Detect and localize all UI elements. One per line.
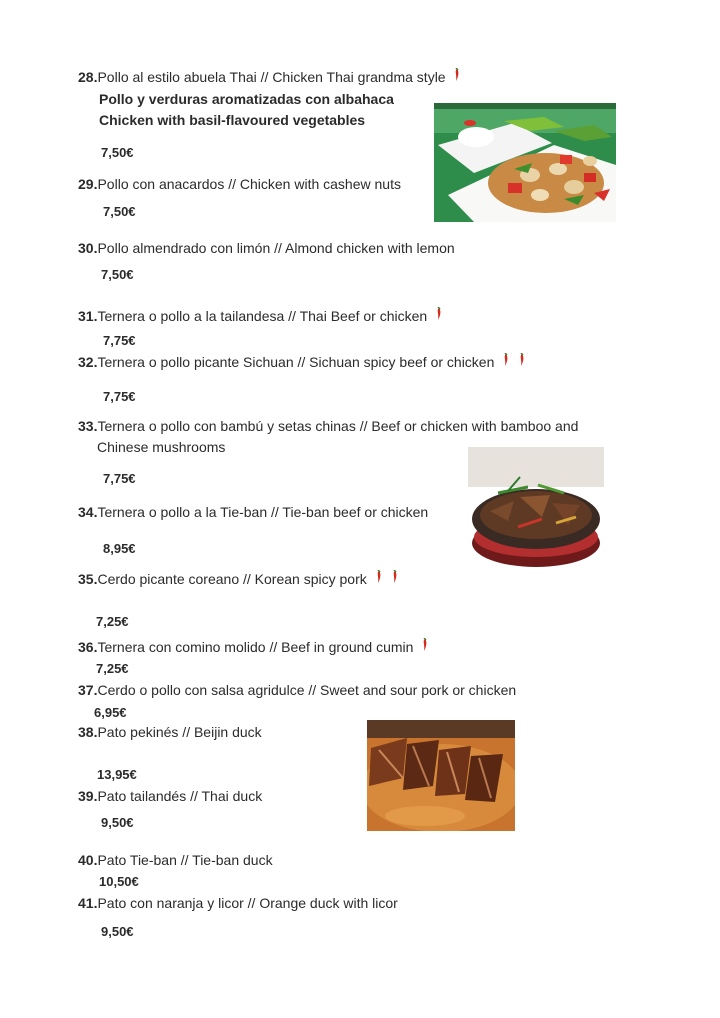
item-number: 34. bbox=[78, 504, 98, 520]
menu-item-35-price: 7,25€ bbox=[96, 614, 129, 629]
menu-item-31-title bbox=[78, 307, 443, 325]
menu-item-34-title bbox=[78, 503, 428, 521]
menu-item-28-title bbox=[78, 68, 461, 86]
chili-icon bbox=[375, 570, 383, 584]
menu-item-31-price: 7,75€ bbox=[103, 333, 136, 348]
menu-item-28-desc-es: Pollo y verduras aromatizadas con albahaca bbox=[99, 91, 394, 107]
chili-icon bbox=[421, 638, 429, 652]
chili-icon bbox=[502, 353, 510, 367]
item-number: 29. bbox=[78, 176, 98, 192]
food-photo-beef-claypot bbox=[468, 447, 604, 571]
item-name: Pollo almendrado con limón // Almond chicken with lemon bbox=[97, 240, 455, 256]
item-name: Pollo con anacardos // Chicken with cashew nuts bbox=[97, 176, 401, 192]
menu-item-39-price: 9,50€ bbox=[101, 815, 134, 830]
item-name: Ternera o pollo a la Tie-ban // Tie-ban beef or chicken bbox=[97, 504, 429, 520]
menu-item-40-price: 10,50€ bbox=[99, 874, 139, 889]
menu-item-29-title bbox=[78, 175, 401, 193]
food-photo-roast-duck bbox=[367, 720, 515, 831]
menu-item-32-title bbox=[78, 353, 526, 371]
chili-icon bbox=[435, 307, 443, 321]
item-number: 41. bbox=[78, 895, 98, 911]
item-number: 39. bbox=[78, 788, 98, 804]
menu-item-29-price: 7,50€ bbox=[103, 204, 136, 219]
menu-item-37-price: 6,95€ bbox=[94, 705, 127, 720]
item-number: 33. bbox=[78, 418, 98, 434]
menu-item-30-title bbox=[78, 239, 455, 257]
item-name: Ternera o pollo con bambú y setas chinas // Beef or chicken with bamboo and bbox=[97, 418, 579, 434]
item-number: 32. bbox=[78, 354, 98, 370]
menu-item-35-title bbox=[78, 570, 399, 588]
menu-item-40-title bbox=[78, 851, 273, 869]
item-number: 36. bbox=[78, 639, 98, 655]
item-name: Ternera o pollo a la tailandesa // Thai Beef or chicken bbox=[97, 308, 428, 324]
menu-item-38-price: 13,95€ bbox=[97, 767, 137, 782]
item-name: Pato tailandés // Thai duck bbox=[97, 788, 263, 804]
item-name: Ternera o pollo picante Sichuan // Sichuan spicy beef or chicken bbox=[97, 354, 495, 370]
item-name: Pato Tie-ban // Tie-ban duck bbox=[97, 852, 273, 868]
chili-icon bbox=[518, 353, 526, 367]
menu-item-34-price: 8,95€ bbox=[103, 541, 136, 556]
menu-item-36-price: 7,25€ bbox=[96, 661, 129, 676]
menu-item-28-price: 7,50€ bbox=[101, 145, 134, 160]
item-name: Pato con naranja y licor // Orange duck with licor bbox=[97, 895, 398, 911]
menu-item-38-title bbox=[78, 723, 262, 741]
chili-icon bbox=[391, 570, 399, 584]
menu-item-32-price: 7,75€ bbox=[103, 389, 136, 404]
menu-item-33-title-cont: Chinese mushrooms bbox=[97, 439, 226, 455]
item-number: 31. bbox=[78, 308, 98, 324]
menu-item-33-title bbox=[78, 417, 578, 435]
food-photo-chicken-stirfry bbox=[434, 103, 616, 222]
item-number: 38. bbox=[78, 724, 98, 740]
item-name: Cerdo picante coreano // Korean spicy pork bbox=[97, 571, 367, 587]
item-name: Ternera con comino molido // Beef in ground cumin bbox=[97, 639, 414, 655]
chili-icon bbox=[453, 68, 461, 82]
menu-item-28-desc-en: Chicken with basil-flavoured vegetables bbox=[99, 112, 366, 128]
menu-item-41-price: 9,50€ bbox=[101, 924, 134, 939]
menu-item-36-title bbox=[78, 638, 429, 656]
menu-item-30-price: 7,50€ bbox=[101, 267, 134, 282]
item-number: 37. bbox=[78, 682, 98, 698]
item-number: 28. bbox=[78, 69, 98, 85]
item-number: 40. bbox=[78, 852, 98, 868]
item-name: Pollo al estilo abuela Thai // Chicken Thai grandma style bbox=[97, 69, 446, 85]
item-number: 35. bbox=[78, 571, 98, 587]
menu-item-33-price: 7,75€ bbox=[103, 471, 136, 486]
menu-item-41-title bbox=[78, 894, 398, 912]
item-number: 30. bbox=[78, 240, 98, 256]
menu-item-39-title bbox=[78, 787, 262, 805]
item-name: Pato pekinés // Beijin duck bbox=[97, 724, 262, 740]
menu-item-37-title bbox=[78, 681, 516, 699]
item-name: Cerdo o pollo con salsa agridulce // Sweet and sour pork or chicken bbox=[97, 682, 517, 698]
